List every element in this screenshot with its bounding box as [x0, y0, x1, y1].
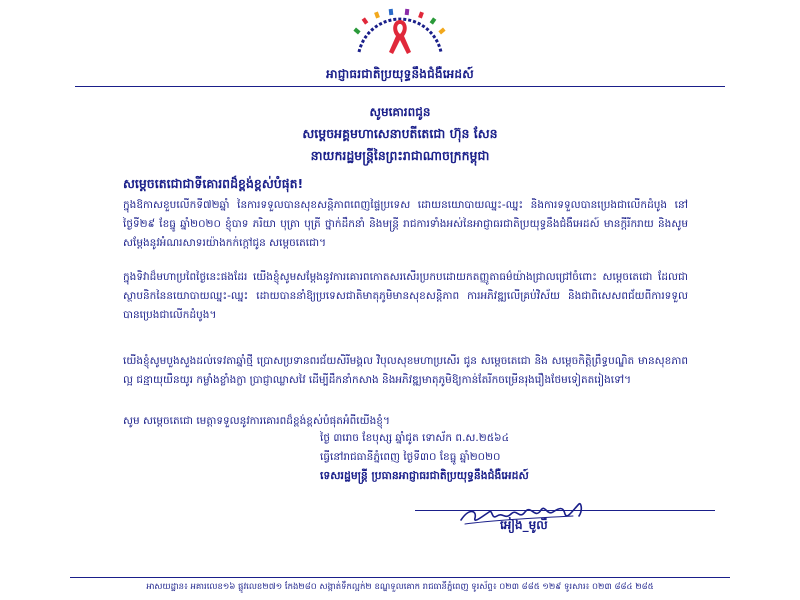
footer-divider — [70, 577, 730, 578]
signature-line — [415, 510, 715, 511]
paragraph-1: ក្នុងឱកាសខួបលើកទី៧២ឆ្នាំ នៃការទទួលបានសុខសន្តិភាពពេញផ្ទៃប្រទេស ដោយនយោបាយឈ្នះ-ឈ្នះ និងការទទួលបានប្រេងជាលើកដំបូង នៅថ្ងៃទី២៩ ខែធ្នូ ឆ្នាំ២០២០ ខ្ញុំបាទ ភរិយា បុត្រា បុត្រី ថ្នាក់ដឹកនាំ និងមន្ត្រី រាជការទាំងអស់នៃអាជ្ញាធរជាតិប្រយុទ្ធនឹងជំងឺអេដស៍ មានក្តីរីករាយ និងសូមសម្តែងនូវអំណរសាទរយ៉ាងកក់ក្តៅជូន សម្តេចតេជោ។ — [123, 199, 688, 249]
salutation: សម្តេចតេជោជាទីគោរពដ៏ខ្ពង់ខ្ពស់បំផុត! — [123, 176, 304, 191]
organization-name: អាជ្ញាធរជាតិប្រយុទ្ធនឹងជំងឺអេដស៍ — [326, 67, 474, 81]
signer-title: ទេសរដ្ឋមន្ត្រី ប្រធានអាជ្ញាធរជាតិប្រយុទ្ធនឹងជំងឺអេដស៍ — [320, 469, 529, 482]
footer-address: អាសយដ្ឋាន៖ អគារលេខ១៦ ផ្លូវលេខ២៧១ កែង២៨០ សង្កាត់ទឹកល្អក់២ ខណ្ឌទួលគោក រាជធានីភ្នំពេញ ទូរស័ព្ទ៖ ០២៣ ៨៨៥ ១២៩ ទូរសារ៖ ០២៣ ៨៨៤ ២៨៥ — [146, 582, 654, 592]
signer-name: អៀង_មូលី — [500, 518, 548, 532]
addressee-title: នាយករដ្ឋមន្ត្រីនៃព្រះរាជាណាចក្រកម្ពុជា — [310, 148, 490, 163]
paragraph-2: ក្នុងទិវាដ៏មហាប្រពៃថ្ងៃនេះផងដែរ យើងខ្ញុំសូមសម្តែងនូវការគោរពកោតសរសើរប្រកបដោយកតញ្ញូតាធម៌យ៉ាងជ្រាលជ្រៅចំពោះ សម្តេចតេជោ ដែលជាស្ថាបនិកនៃនយោបាយឈ្នះ-ឈ្នះ ដោយបាននាំឱ្យប្រទេសជាតិមាតុភូមិមានសុខសន្តិភាព ការអភិវឌ្ឍលើគ្រប់វិស័យ និងជាពិសេសពជ័យពីការទទួលបានប្រេងជាលើកដំបូង។ — [123, 271, 688, 321]
paragraph-3: យើងខ្ញុំសូមបួងសួងដល់ទេវតាឆ្នាំថ្មី ប្រោសប្រទានពរជ័យសិរីមង្គល វិបុលសុខមហាប្រសើរ ជូន សម្តេចតេជោ និង សម្តេចកិត្តិព្រឹទ្ធបណ្ឌិត មានសុខភាពល្អ ជន្មាយុយឺនយូរ កម្លាំងខ្លាំងក្លា ប្រាជ្ញាឈ្លាសវៃ ដើម្បីដឹកនាំកសាង និងអភិវឌ្ឍមាតុភូមិឱ្យកាន់តែរីកចម្រើនរុងរឿងថែមទៀតតរៀងទៅ។ — [123, 355, 688, 386]
lunar-date: ថ្ងៃ ៣រោច ខែបុស្ស ឆ្នាំជូត ទោស័ក ព.ស.២៥៦៤ — [320, 432, 510, 444]
header-divider — [75, 86, 725, 87]
solar-date: ធ្វើនៅរាជធានីភ្នំពេញ ថ្ងៃទី៣០ ខែធ្នូ ឆ្នាំ២០២០ — [320, 451, 501, 463]
addressee-greeting: សូមគោរពជូន — [369, 105, 431, 119]
red-ribbon-icon — [345, 8, 455, 66]
addressee-name: សម្តេចអគ្គមហាសេនាបតីតេជោ ហ៊ុន សែន — [302, 126, 498, 141]
nationa-aids-authority-logo — [345, 8, 455, 66]
paragraph-4: សូម សម្តេចតេជោ មេត្តាទទួលនូវការគោរពដ៏ខ្ពង់ខ្ពស់បំផុតអំពីយើងខ្ញុំ។ — [123, 415, 390, 427]
